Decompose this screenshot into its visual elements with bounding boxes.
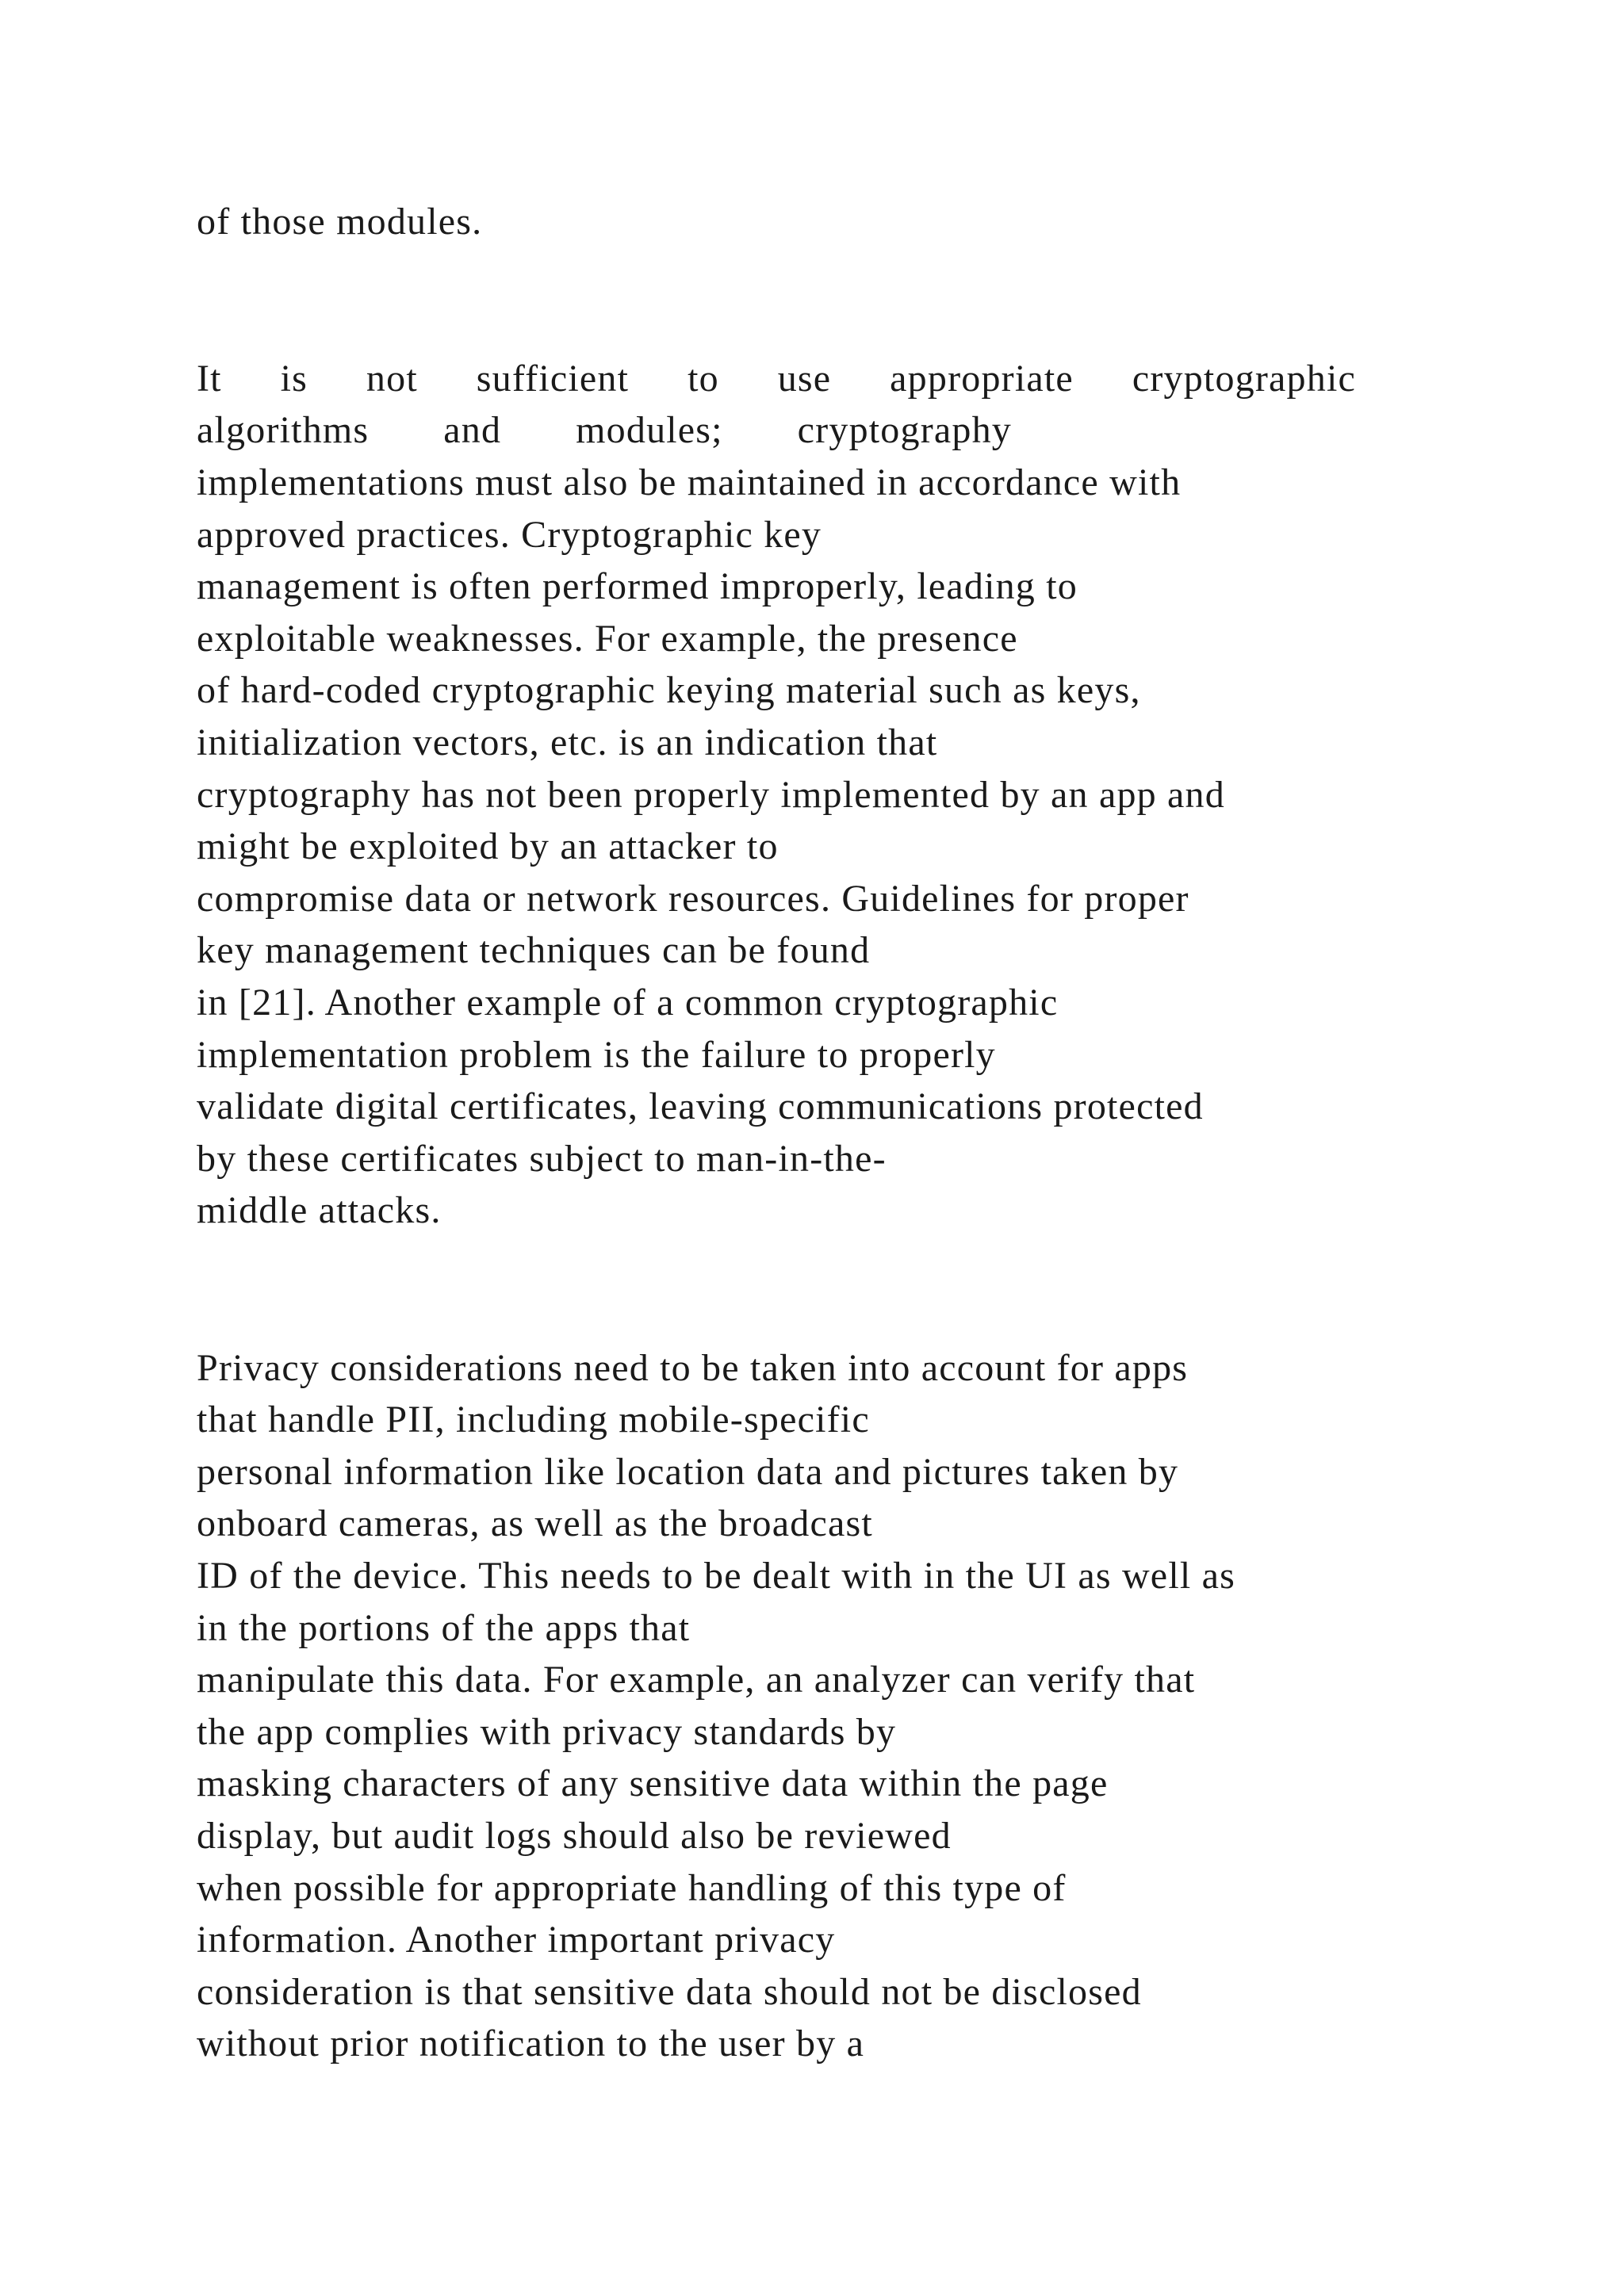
text-line: onboard cameras, as well as the broadcast bbox=[197, 1502, 873, 1544]
text-line: ID of the device. This needs to be dealt with in the UI as well as bbox=[197, 1555, 1235, 1597]
text-line: algorithms and modules; cryptography bbox=[197, 409, 1012, 451]
text-line: by these certificates subject to man-in-the- bbox=[197, 1138, 887, 1180]
text-line: management is often performed improperly, leading to bbox=[197, 565, 1078, 607]
text-line: implementations must also be maintained in accordance with bbox=[197, 461, 1182, 503]
text-line: validate digital certificates, leaving communications protected bbox=[197, 1085, 1204, 1127]
text-line: key management techniques can be found bbox=[197, 929, 871, 971]
text-line: exploitable weaknesses. For example, the presence bbox=[197, 618, 1018, 660]
text-line: of those modules. bbox=[197, 201, 483, 243]
text-line: implementation problem is the failure to properly bbox=[197, 1034, 996, 1076]
text-line: masking characters of any sensitive data within the page bbox=[197, 1762, 1109, 1804]
text-line: It is not sufficient to use appropriate cryptographic bbox=[197, 358, 1356, 400]
text-line: without prior notification to the user by a bbox=[197, 2022, 865, 2064]
text-line: that handle PII, including mobile-specific bbox=[197, 1399, 870, 1441]
text-line: when possible for appropriate handling of this type of bbox=[197, 1867, 1067, 1909]
text-line: compromise data or network resources. Guidelines for proper bbox=[197, 878, 1189, 920]
text-line: might be exploited by an attacker to bbox=[197, 825, 779, 867]
text-line: consideration is that sensitive data should not be disclosed bbox=[197, 1971, 1142, 2013]
text-line: personal information like location data and pictures taken by bbox=[197, 1451, 1179, 1493]
text-line: manipulate this data. For example, an analyzer can verify that bbox=[197, 1659, 1196, 1701]
text-line: in the portions of the apps that bbox=[197, 1607, 691, 1649]
text-line: in [21]. Another example of a common cryptographic bbox=[197, 982, 1059, 1024]
text-line: the app complies with privacy standards by bbox=[197, 1711, 897, 1753]
text-line: approved practices. Cryptographic key bbox=[197, 514, 822, 556]
text-line: cryptography has not been properly implemented by an app and bbox=[197, 774, 1225, 816]
text-line: of hard-coded cryptographic keying material such as keys, bbox=[197, 669, 1141, 711]
text-line: Privacy considerations need to be taken into account for apps bbox=[197, 1347, 1189, 1389]
text-line: middle attacks. bbox=[197, 1189, 442, 1231]
text-line: information. Another important privacy bbox=[197, 1919, 836, 1961]
text-line: display, but audit logs should also be reviewed bbox=[197, 1815, 952, 1857]
text-line: initialization vectors, etc. is an indication that bbox=[197, 721, 938, 763]
